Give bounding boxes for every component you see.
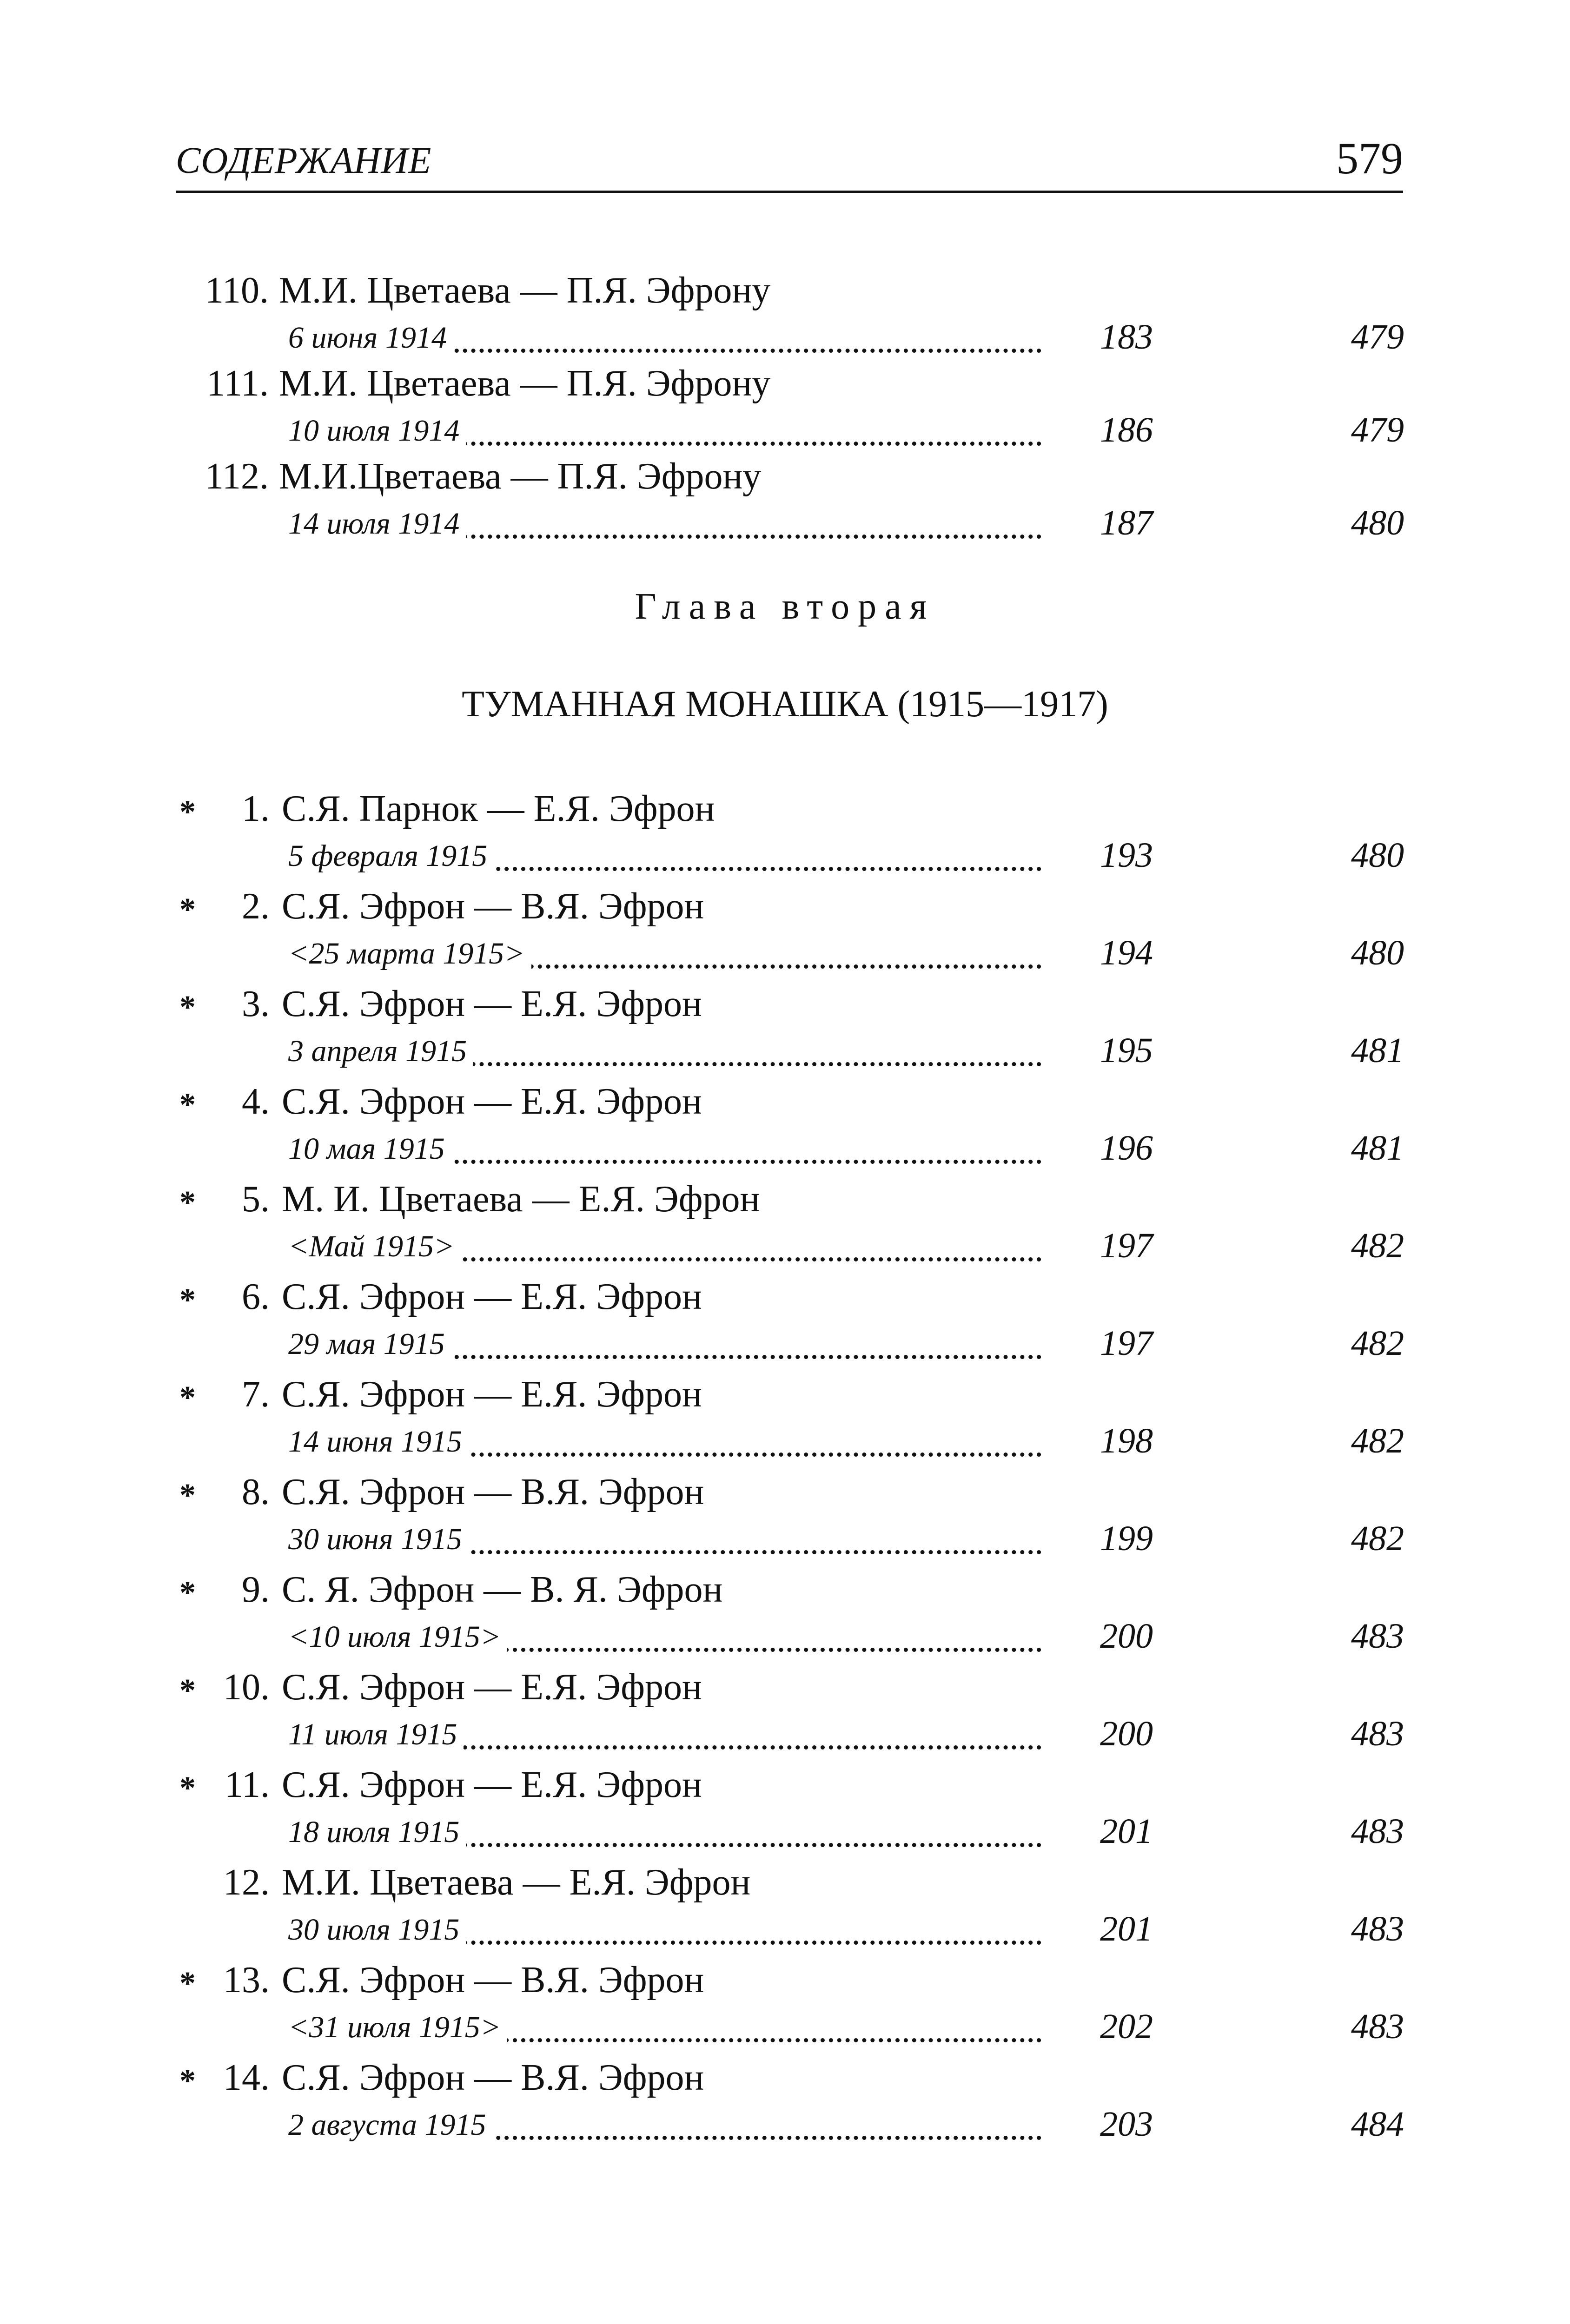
- entry-title: М.И. Цветаева — П.Я. Эфрону: [279, 363, 771, 404]
- entry-number: 7.: [242, 1374, 270, 1415]
- entry-number: 8.: [242, 1472, 270, 1512]
- toc-entry: [0, 360, 1570, 407]
- asterisk-marker: *: [179, 1282, 196, 1318]
- entry-number: 14.: [223, 2057, 270, 2098]
- comment-page-ref: 479: [1351, 317, 1404, 357]
- toc-entry: [0, 1664, 1570, 1710]
- entry-title: С.Я. Эфрон — Е.Я. Эфрон: [282, 1081, 702, 1122]
- entry-date-line: [288, 407, 1404, 453]
- entry-date-line: [288, 1515, 1404, 1562]
- text-page-ref: 183: [1095, 317, 1153, 357]
- entry-date: <31 июля 1915>: [288, 2010, 507, 2045]
- entry-title: М.И. Цветаева — Е.Я. Эфрон: [282, 1862, 751, 1903]
- entry-title: С.Я. Эфрон — Е.Я. Эфрон: [282, 1667, 702, 1708]
- entry-date: <25 марта 1915>: [288, 936, 531, 971]
- entry-title: М. И. Цветаева — Е.Я. Эфрон: [282, 1179, 760, 1220]
- entry-title: М.И. Цветаева — П.Я. Эфрону: [279, 270, 771, 311]
- entry-date: <10 июля 1915>: [288, 1619, 507, 1655]
- toc-entry: [0, 1859, 1570, 1906]
- text-page-ref: 200: [1095, 1714, 1153, 1754]
- text-page-ref: 200: [1095, 1616, 1153, 1657]
- header-title: СОДЕРЖАНИЕ: [176, 140, 432, 181]
- entry-date-line: [288, 1125, 1404, 1171]
- asterisk-marker: *: [179, 1966, 196, 2001]
- asterisk-marker: *: [179, 1575, 196, 1611]
- comment-page-ref: 480: [1351, 503, 1404, 542]
- toc-entry: [0, 981, 1570, 1027]
- entry-date: 14 июля 1914: [288, 506, 466, 541]
- toc-entry: [0, 1566, 1570, 1613]
- asterisk-marker: *: [179, 1770, 196, 1806]
- entry-date-line: [288, 1320, 1404, 1367]
- comment-page-ref: 482: [1351, 1324, 1404, 1363]
- entry-title: С.Я. Эфрон — В.Я. Эфрон: [282, 886, 704, 927]
- entry-title: М.И.Цветаева — П.Я. Эфрону: [279, 456, 762, 497]
- entry-title: С.Я. Эфрон — Е.Я. Эфрон: [282, 1374, 702, 1415]
- entry-date: <Май 1915>: [288, 1229, 461, 1264]
- entry-date: 2 августа 1915: [288, 2107, 492, 2143]
- chapter-label: Глава вторая: [635, 586, 935, 627]
- entry-date: 30 июня 1915: [288, 1522, 469, 1557]
- entry-date-line: [288, 500, 1404, 546]
- text-page-ref: 186: [1095, 410, 1153, 450]
- entry-date: 10 мая 1915: [288, 1131, 451, 1167]
- entry-date-line: [288, 2003, 1404, 2050]
- comment-page-ref: 483: [1351, 1909, 1404, 1948]
- entry-date: 14 июня 1915: [288, 1424, 469, 1459]
- entry-title: С. Я. Эфрон — В. Я. Эфрон: [282, 1569, 723, 1610]
- text-page-ref: 203: [1095, 2104, 1153, 2145]
- toc-entry: [0, 786, 1570, 832]
- asterisk-marker: *: [179, 1380, 196, 1416]
- chapter-title: ТУМАННАЯ МОНАШКА (1915—1917): [462, 684, 1108, 725]
- comment-page-ref: 482: [1351, 1519, 1404, 1558]
- entry-number: 3.: [242, 984, 270, 1024]
- comment-page-ref: 482: [1351, 1226, 1404, 1265]
- entry-date-line: [288, 1027, 1404, 1074]
- entry-date-line: [288, 1222, 1404, 1269]
- entry-date-line: [288, 1808, 1404, 1855]
- asterisk-marker: *: [179, 892, 196, 928]
- running-header: [176, 121, 1403, 193]
- text-page-ref: 194: [1095, 933, 1153, 973]
- toc-entry: [0, 267, 1570, 314]
- entry-date: 3 апреля 1915: [288, 1034, 473, 1069]
- entry-date: 30 июля 1915: [288, 1912, 466, 1948]
- asterisk-marker: *: [179, 794, 196, 830]
- entry-number: 10.: [223, 1667, 270, 1708]
- entry-date-line: [288, 1418, 1404, 1464]
- comment-page-ref: 483: [1351, 2007, 1404, 2046]
- text-page-ref: 197: [1095, 1226, 1153, 1266]
- comment-page-ref: 479: [1351, 410, 1404, 449]
- entry-date-line: [288, 832, 1404, 878]
- comment-page-ref: 480: [1351, 836, 1404, 875]
- entry-date: 5 февраля 1915: [288, 838, 494, 874]
- toc-entry: [0, 2054, 1570, 2101]
- toc-entry: [0, 1762, 1570, 1808]
- entry-date: 29 мая 1915: [288, 1327, 451, 1362]
- asterisk-marker: *: [179, 1478, 196, 1513]
- entry-number: 11.: [224, 1764, 270, 1805]
- text-page-ref: 201: [1095, 1811, 1153, 1852]
- entry-number: 1.: [242, 788, 270, 829]
- asterisk-marker: *: [179, 2063, 196, 2099]
- text-page-ref: 196: [1095, 1128, 1153, 1169]
- entry-date-line: [288, 1906, 1404, 1952]
- comment-page-ref: 481: [1351, 1031, 1404, 1070]
- toc-entry: [0, 1176, 1570, 1222]
- entry-number: 13.: [223, 1960, 270, 2000]
- comment-page-ref: 483: [1351, 1714, 1404, 1753]
- text-page-ref: 199: [1095, 1519, 1153, 1559]
- toc-entry: [0, 1078, 1570, 1125]
- toc-entry: [0, 1371, 1570, 1418]
- page-number: 579: [1336, 133, 1403, 183]
- text-page-ref: 201: [1095, 1909, 1153, 1949]
- entry-date: 6 июня 1914: [288, 320, 453, 356]
- entry-title: С.Я. Эфрон — Е.Я. Эфрон: [282, 984, 702, 1024]
- text-page-ref: 198: [1095, 1421, 1153, 1461]
- comment-page-ref: 480: [1351, 933, 1404, 972]
- entry-date-line: [288, 1613, 1404, 1659]
- entry-date-line: [288, 1710, 1404, 1757]
- comment-page-ref: 481: [1351, 1129, 1404, 1168]
- entry-title: С.Я. Эфрон — В.Я. Эфрон: [282, 1960, 704, 2000]
- entry-date: 10 июля 1914: [288, 413, 466, 449]
- comment-page-ref: 483: [1351, 1812, 1404, 1851]
- entry-number: 110.: [205, 270, 269, 311]
- toc-entry: [0, 1957, 1570, 2003]
- entry-number: 4.: [242, 1081, 270, 1122]
- asterisk-marker: *: [179, 990, 196, 1025]
- entry-number: 6.: [242, 1276, 270, 1317]
- entry-number: 5.: [242, 1179, 270, 1220]
- entry-date: 11 июля 1915: [288, 1717, 464, 1752]
- entry-date-line: [288, 2101, 1404, 2147]
- comment-page-ref: 482: [1351, 1421, 1404, 1460]
- toc-entry: [0, 1274, 1570, 1320]
- entry-date-line: [288, 314, 1404, 360]
- asterisk-marker: *: [179, 1673, 196, 1709]
- toc-entry: [0, 883, 1570, 930]
- text-page-ref: 202: [1095, 2007, 1153, 2047]
- entry-date-line: [288, 930, 1404, 976]
- entry-title: С.Я. Эфрон — Е.Я. Эфрон: [282, 1764, 702, 1805]
- entry-title: С.Я. Парнок — Е.Я. Эфрон: [282, 788, 715, 829]
- entry-number: 9.: [242, 1569, 270, 1610]
- entry-date: 18 июля 1915: [288, 1815, 466, 1850]
- entry-title: С.Я. Эфрон — Е.Я. Эфрон: [282, 1276, 702, 1317]
- entry-title: С.Я. Эфрон — В.Я. Эфрон: [282, 1472, 704, 1512]
- entry-number: 2.: [242, 886, 270, 927]
- asterisk-marker: *: [179, 1087, 196, 1123]
- comment-page-ref: 483: [1351, 1617, 1404, 1656]
- entry-number: 111.: [206, 363, 269, 404]
- toc-entry: [0, 1469, 1570, 1515]
- entry-number: 12.: [223, 1862, 270, 1903]
- text-page-ref: 197: [1095, 1323, 1153, 1364]
- comment-page-ref: 484: [1351, 2105, 1404, 2144]
- entry-number: 112.: [205, 456, 269, 497]
- text-page-ref: 193: [1095, 835, 1153, 876]
- entry-title: С.Я. Эфрон — В.Я. Эфрон: [282, 2057, 704, 2098]
- toc-entry: [0, 453, 1570, 500]
- text-page-ref: 195: [1095, 1030, 1153, 1071]
- text-page-ref: 187: [1095, 503, 1153, 543]
- asterisk-marker: *: [179, 1185, 196, 1221]
